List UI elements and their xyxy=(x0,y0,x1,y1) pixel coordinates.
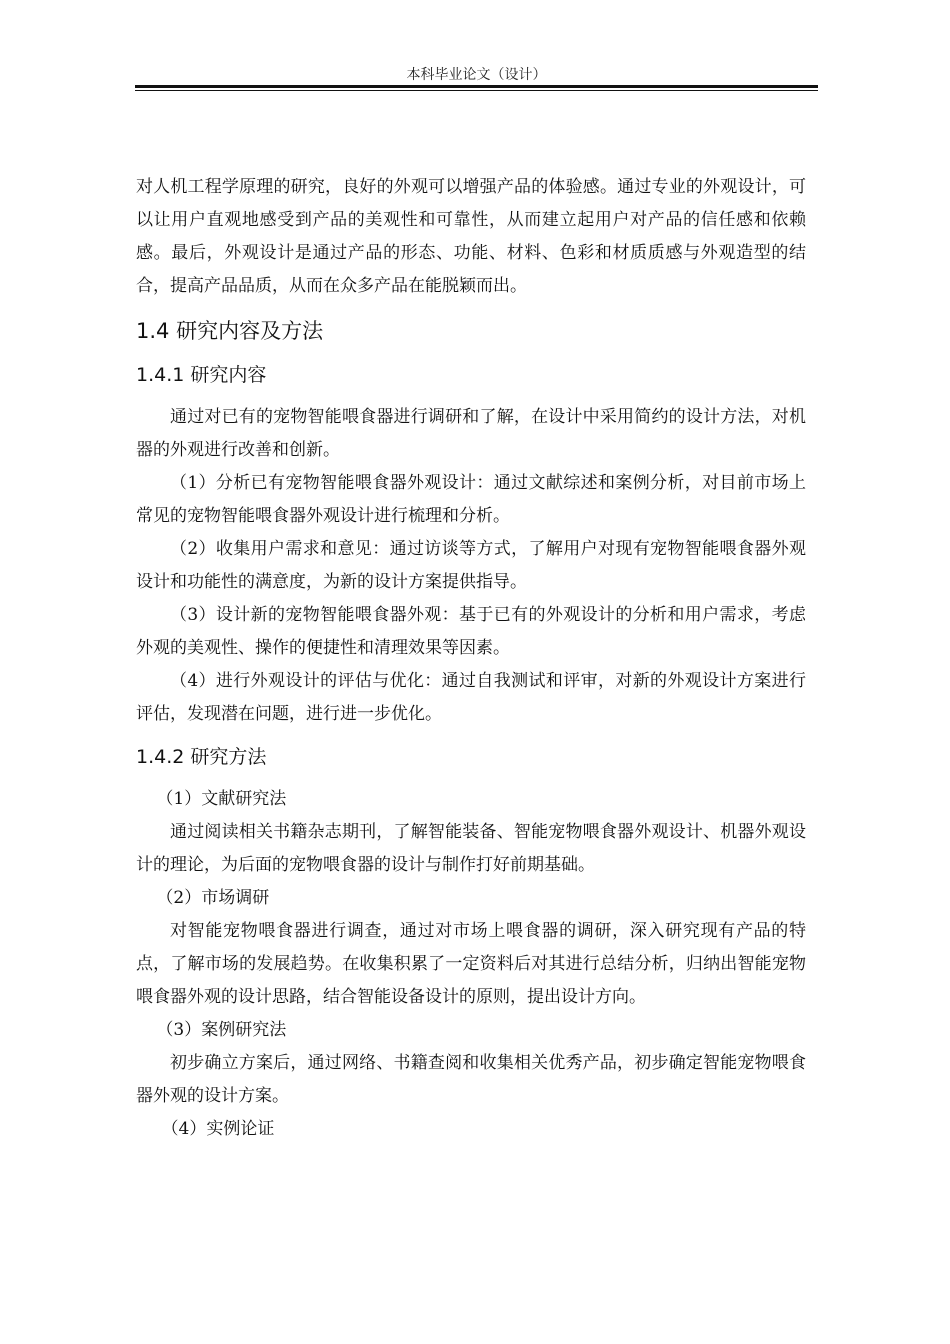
method-label: （4）实例论证 xyxy=(161,1119,275,1139)
header-rule-thin xyxy=(135,90,818,91)
header-rule-thick xyxy=(135,85,818,88)
method-label: （2）市场调研 xyxy=(156,888,270,908)
content-list-item: （1）分析已有宠物智能喂食器外观设计：通过文献综述和案例分析，对目前市场上常见的宠物智能喂食器外观设计进行梳理和分析。 xyxy=(136,473,806,526)
subsection-heading-1-4-2: 1.4.2 研究方法 xyxy=(136,746,267,768)
method-label: （3）案例研究法 xyxy=(156,1020,287,1040)
content-paragraph: 通过对已有的宠物智能喂食器进行调研和了解，在设计中采用简约的设计方法，对机器的外观进行改善和创新。 xyxy=(136,407,806,460)
intro-paragraph: 对人机工程学原理的研究，良好的外观可以增强产品的体验感。通过专业的外观设计，可以让用户直观地感受到产品的美观性和可靠性，从而建立起用户对产品的信任感和依赖感。最后，外观设计是通过产品的形态、功能、材料、色彩和材质质感与外观造型的结合，提高产品品质，从而在众多产品在能脱颖而出。 xyxy=(136,177,806,296)
content-list-item: （4）进行外观设计的评估与优化：通过自我测试和评审，对新的外观设计方案进行评估，发现潜在问题，进行进一步优化。 xyxy=(136,671,806,724)
section-heading-1-4: 1.4 研究内容及方法 xyxy=(136,319,324,343)
subsection-heading-1-4-1: 1.4.1 研究内容 xyxy=(136,364,267,386)
method-text: 初步确立方案后，通过网络、书籍查阅和收集相关优秀产品，初步确定智能宠物喂食器外观的设计方案。 xyxy=(136,1053,806,1106)
method-text: 对智能宠物喂食器进行调查，通过对市场上喂食器的调研，深入研究现有产品的特点，了解市场的发展趋势。在收集积累了一定资料后对其进行总结分析，归纳出智能宠物喂食器外观的设计思路，结合智能设备设计的原则，提出设计方向。 xyxy=(136,921,806,1007)
content-list-item: （3）设计新的宠物智能喂食器外观：基于已有的外观设计的分析和用户需求，考虑外观的美观性、操作的便捷性和清理效果等因素。 xyxy=(136,605,806,658)
page-header: 本科毕业论文（设计） xyxy=(406,67,547,83)
content-list-item: （2）收集用户需求和意见：通过访谈等方式，了解用户对现有宠物智能喂食器外观设计和功能性的满意度，为新的设计方案提供指导。 xyxy=(136,539,806,592)
method-text: 通过阅读相关书籍杂志期刊，了解智能装备、智能宠物喂食器外观设计、机器外观设计的理论，为后面的宠物喂食器的设计与制作打好前期基础。 xyxy=(136,822,806,875)
document-body xyxy=(136,171,806,1146)
method-label: （1）文献研究法 xyxy=(156,789,287,809)
